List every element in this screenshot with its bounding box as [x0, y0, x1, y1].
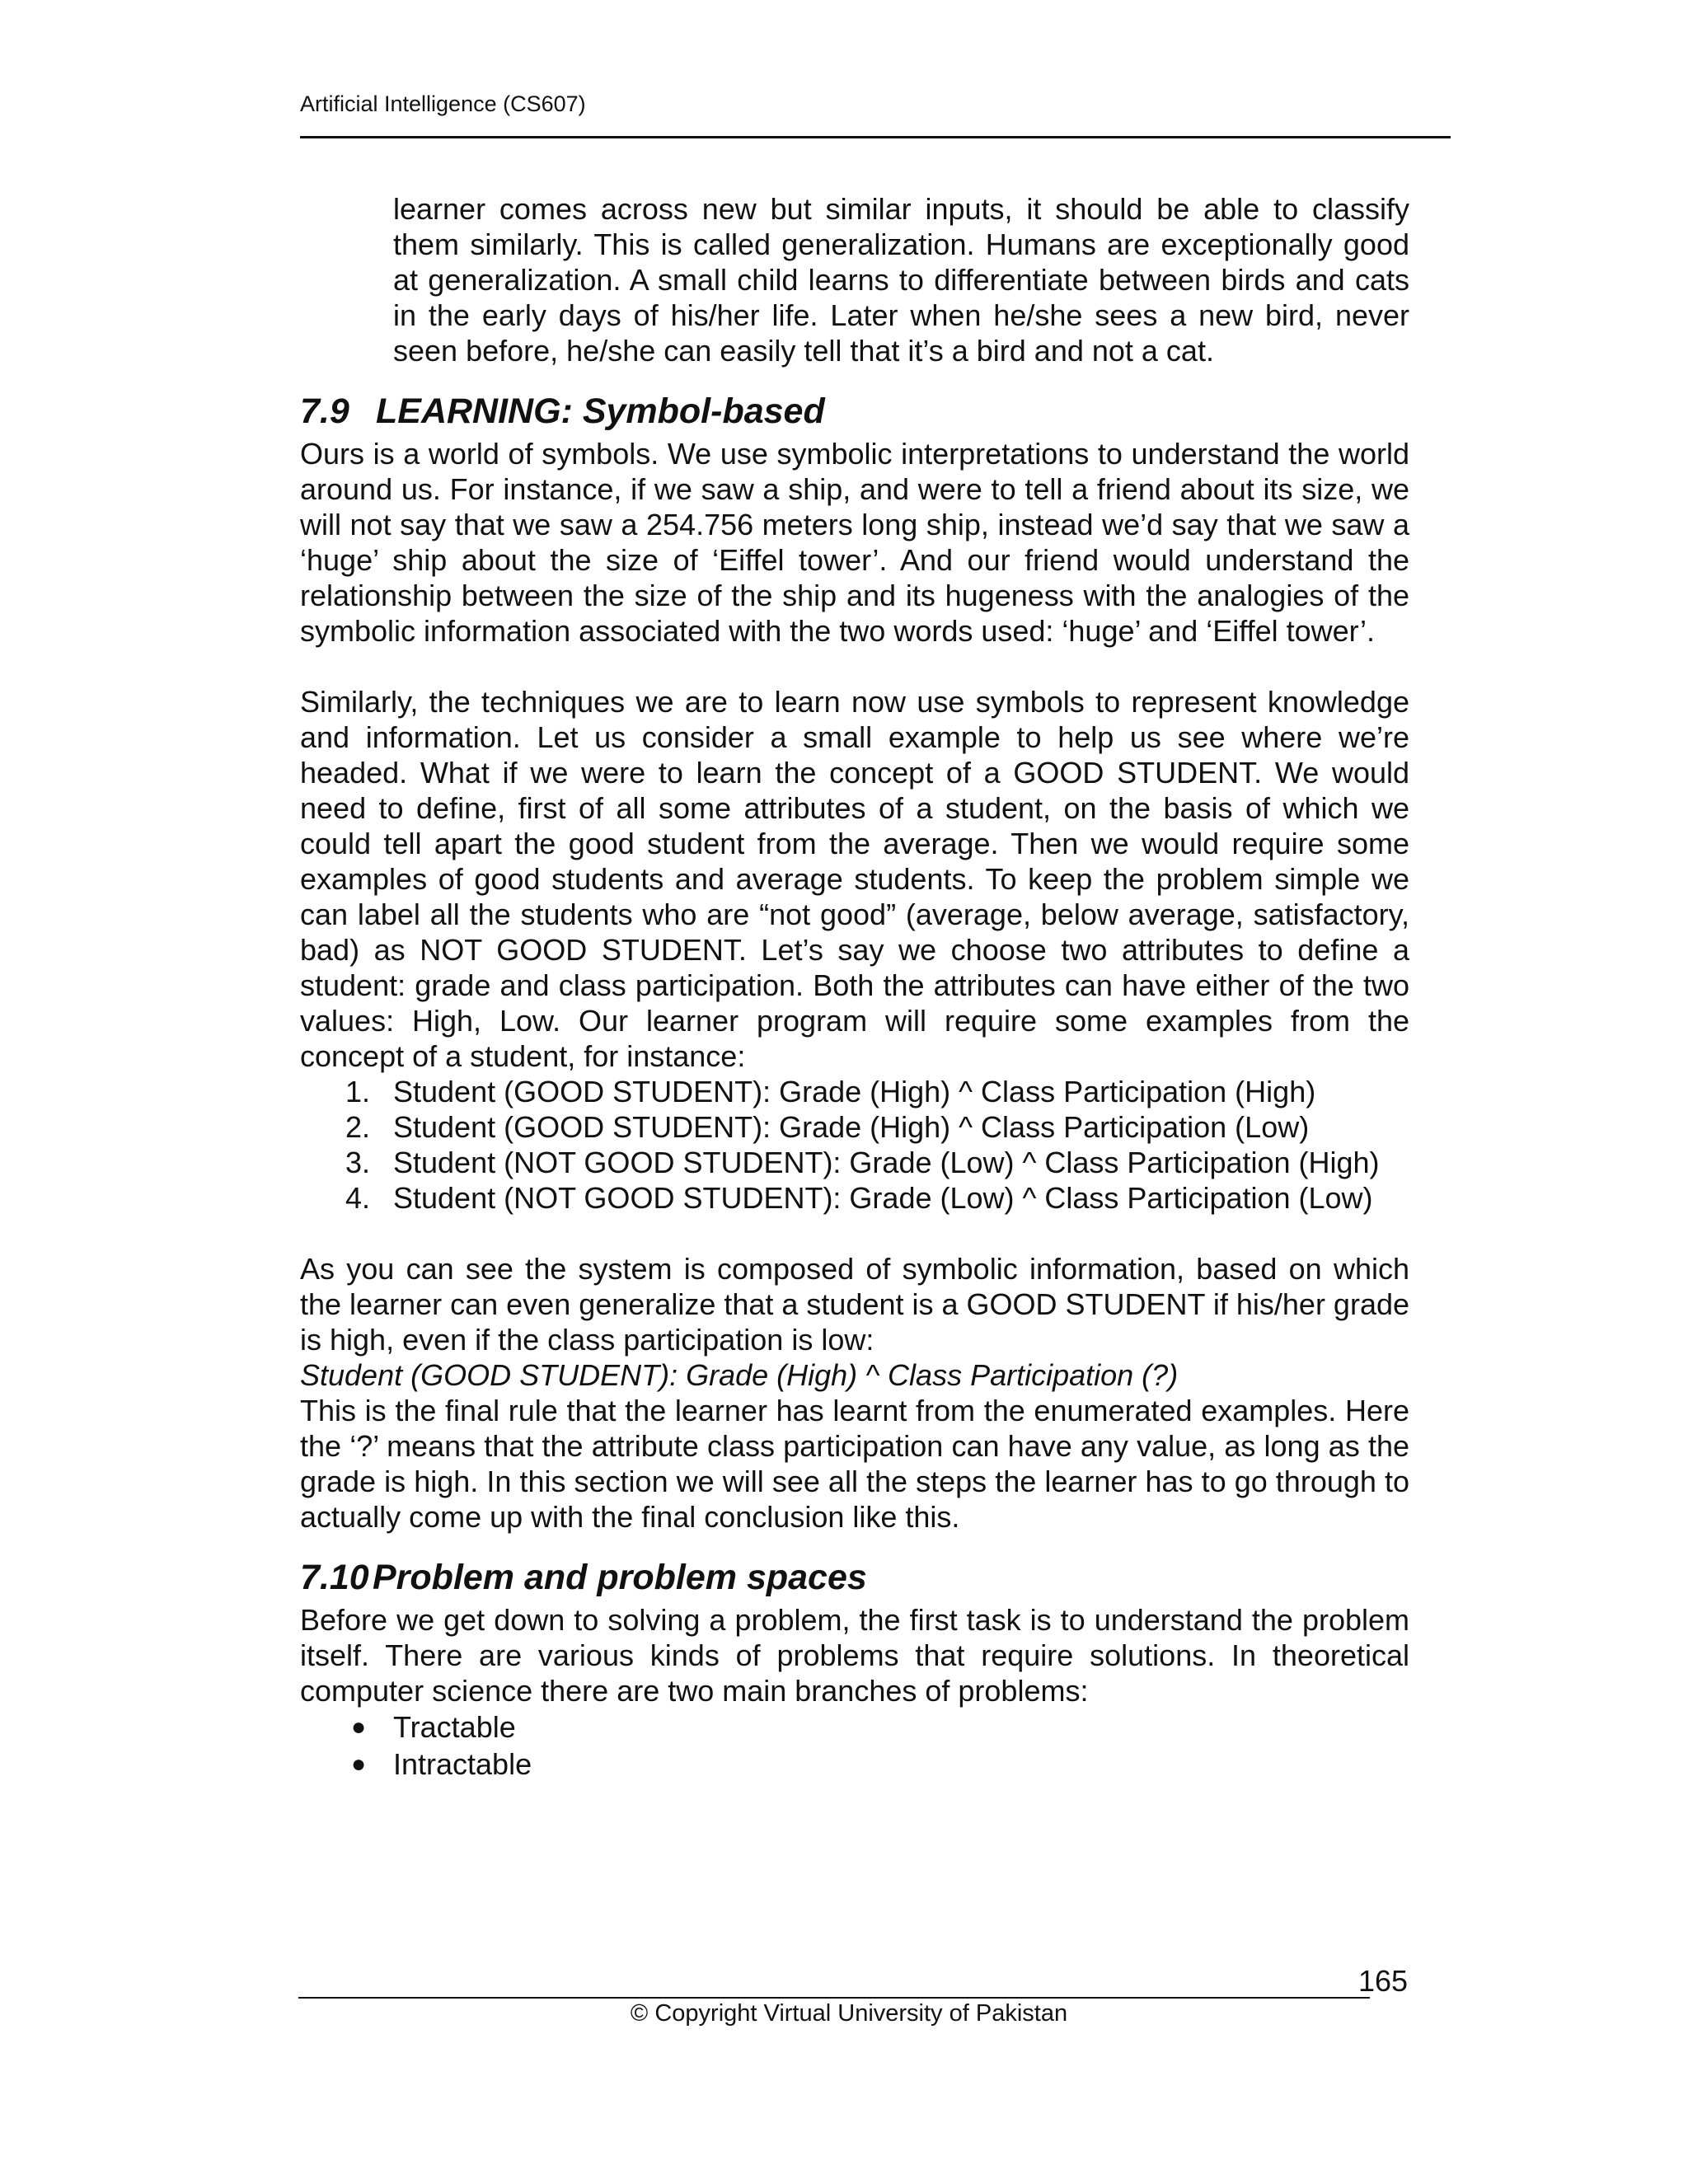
- section-heading-7-9: [300, 390, 1409, 433]
- list-item: [300, 1708, 1409, 1746]
- paragraph-problems: Before we get down to solving a problem, the first task is to understand the problem itself. There are various kinds of problems that require solutions. In theoretical computer science there are two main branches of problems:: [300, 1603, 1409, 1708]
- footer-rule: [298, 1997, 1370, 1999]
- list-item: [300, 1145, 1409, 1180]
- list-marker: 4.: [345, 1181, 371, 1215]
- list-item: [300, 1180, 1409, 1216]
- page-number: 165: [1358, 1964, 1409, 1998]
- section-title: LEARNING: Symbol-based: [376, 391, 825, 431]
- list-marker: 2.: [345, 1110, 371, 1144]
- problem-types-list: [300, 1708, 1409, 1783]
- examples-list: [300, 1074, 1409, 1216]
- list-item-text: Student (NOT GOOD STUDENT): Grade (Low) ^ Class Participation (High): [393, 1146, 1380, 1179]
- paragraph-good-student: Similarly, the techniques we are to learn now use symbols to represent knowledge and information. Let us consider a small example to help us see where we’re headed. What if we were to learn the concept of a GOOD STUDENT. We would need to define, first of all some attributes of a student, on the basis of which we could tell apart the good student from the average. Then we would require some examples of good students and average students. To keep the problem simple we can label all the students who are “not good” (average, below average, satisfactory, bad) as NOT GOOD STUDENT. Let’s say we choose two attributes to define a student: grade and class participation. Both the attributes can have either of the two values: High, Low. Our learner program will require some examples from the concept of a student, for instance:: [300, 685, 1409, 1073]
- paragraph-symbols: Ours is a world of symbols. We use symbolic interpretations to understand the world around us. For instance, if we saw a ship, and were to tell a friend about its size, we will not say that we saw a 254.756 meters long ship, instead we’d say that we saw a ‘huge’ ship about the size of ‘Eiffel tower’. And our friend would understand the relationship between the size of the ship and its hugeness with the analogies of the symbolic information associated with the two words used: ‘huge’ and ‘Eiffel tower’.: [300, 437, 1409, 648]
- page-body: [300, 191, 1409, 1783]
- list-item: [300, 1074, 1409, 1109]
- section-number: 7.10: [300, 1558, 369, 1597]
- paragraph-generalize: As you can see the system is composed of symbolic information, based on which the learner can even generalize that a student is a GOOD STUDENT if his/her grade is high, even if the class participation is low:: [300, 1252, 1410, 1357]
- section-heading-7-10: [300, 1556, 1409, 1599]
- paragraph-gap: [300, 1216, 1409, 1251]
- list-item-text: Tractable: [393, 1710, 516, 1744]
- list-item-text: Intractable: [393, 1747, 532, 1781]
- bullet-icon: ●: [351, 1713, 367, 1741]
- section-number: 7.9: [300, 391, 349, 431]
- learned-rule: Student (GOOD STUDENT): Grade (High) ^ Class Participation (?): [300, 1358, 1179, 1392]
- list-item: [300, 1746, 1409, 1783]
- list-marker: 3.: [345, 1146, 371, 1179]
- list-item-text: Student (GOOD STUDENT): Grade (High) ^ Class Participation (High): [393, 1075, 1316, 1108]
- copyright-notice: © Copyright Virtual University of Pakistan: [630, 2000, 1068, 2027]
- header-rule: [300, 136, 1451, 138]
- list-item: [300, 1109, 1409, 1145]
- section-title: Problem and problem spaces: [373, 1558, 867, 1597]
- paragraph-gap: [300, 649, 1409, 684]
- paragraph-final-rule: This is the final rule that the learner has learnt from the enumerated examples. Here the ‘?’ means that the attribute class participation can have any value, as long as the grade is high. In this section we will see all the steps the learner has to go through to actually come up with the final conclusion like this.: [300, 1394, 1409, 1534]
- list-item-text: Student (GOOD STUDENT): Grade (High) ^ Class Participation (Low): [393, 1110, 1310, 1144]
- list-marker: 1.: [345, 1075, 371, 1108]
- running-header: Artificial Intelligence (CS607): [300, 91, 586, 116]
- bullet-icon: ●: [351, 1750, 367, 1778]
- intro-paragraph: learner comes across new but similar inputs, it should be able to classify them similarly. This is called generalization. Humans are exceptionally good at generalization. A small child learns to differentiate between birds and cats in the early days of his/her life. Later when he/she sees a new bird, never seen before, he/she can easily tell that it’s a bird and not a cat.: [393, 192, 1409, 368]
- list-item-text: Student (NOT GOOD STUDENT): Grade (Low) ^ Class Participation (Low): [393, 1181, 1373, 1215]
